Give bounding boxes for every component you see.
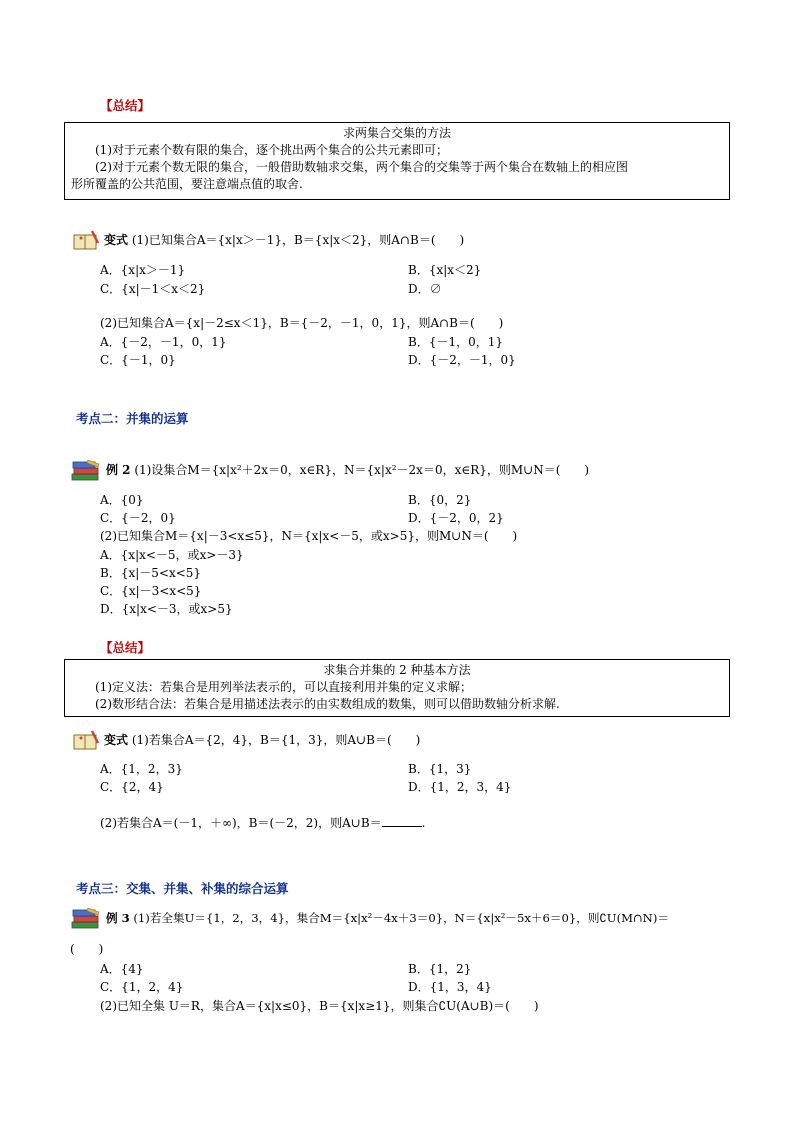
summary-box-1 (64, 122, 730, 200)
option: B．{1，3} (408, 762, 472, 776)
option: B．{1，2} (408, 962, 472, 976)
example-label: 例 3 (106, 911, 130, 925)
option: D．{1，2，3，4} (408, 780, 512, 794)
option: C．{2，4} (100, 780, 164, 794)
question-text: (1)若全集U＝{1，2，3，4}，集合M＝{x|x²－4x＋3＝0}，N＝{x|x²－5x＋6＝0}，则∁U(M∩N)＝ (133, 911, 669, 925)
example-question (106, 910, 669, 927)
option: B．{x|－5<x<5} (100, 566, 202, 580)
book-stack-icon (70, 906, 102, 930)
example-label: 例 2 (106, 463, 131, 477)
question-suffix: . (421, 816, 426, 830)
book-stack-icon (70, 458, 102, 482)
notebook-pencil-icon (72, 729, 102, 751)
option: D．{－2，－1，0} (408, 353, 516, 367)
option: C．{x|－3<x<5} (100, 584, 202, 598)
summary-line: (1)对于元素个数有限的集合，逐个挑出两个集合的公共元素即可； (95, 143, 449, 157)
option: B．{－1，0，1} (408, 335, 503, 349)
option: A．{x|x<－5，或x>－3} (100, 548, 244, 562)
section-title-3: 考点三：交集、并集、补集的综合运算 (76, 881, 289, 896)
section-title-2: 考点二：并集的运算 (76, 411, 189, 426)
option: C．{－1，0} (100, 353, 176, 367)
question-text: (2)已知集合M＝{x|－3<x≤5}，N＝{x|x<－5，或x>5}，则M∪N＝( ) (100, 529, 518, 543)
option: D．{－2，0，2} (408, 511, 504, 525)
question-continuation: ( ) (70, 942, 104, 956)
summary-heading-1: 【总结】 (100, 98, 151, 113)
option: C．{x|－1＜x＜2} (100, 282, 206, 296)
option: A．{4} (100, 962, 144, 976)
option: B．{0，2} (408, 493, 472, 507)
summary-title-1: 求两集合交集的方法 (342, 126, 451, 140)
question-text: (1)已知集合A＝{x|x＞－1}，B＝{x|x＜2}，则A∩B＝( ) (131, 233, 465, 247)
notebook-pencil-icon (72, 229, 102, 251)
option: B．{x|x＜2} (408, 263, 482, 277)
question-text: (2)已知全集 U＝R，集合A＝{x|x≤0}，B＝{x|x≥1}，则集合∁U(A∪B)＝( ) (100, 999, 539, 1013)
answer-blank[interactable] (382, 814, 422, 827)
question-text: (1)设集合M＝{x|x²＋2x＝0，x∈R}，N＝{x|x²－2x＝0，x∈R}，则M∪N＝( ) (134, 463, 590, 477)
question-text: (2)已知集合A＝{x|－2≤x＜1}，B＝{－2，－1，0，1}，则A∩B＝( ) (100, 316, 504, 330)
variant-question (104, 232, 464, 249)
summary-title-2: 求集合并集的 2 种基本方法 (323, 663, 471, 677)
option: A．{0} (100, 493, 144, 507)
question-text: (1)若集合A＝{2，4}，B＝{1，3}，则A∪B＝( ) (131, 733, 421, 747)
summary-line: (2)对于元素个数无限的集合，一般借助数轴求交集，两个集合的交集等于两个集合在数轴上的相应图 (95, 160, 629, 174)
example-question (106, 462, 589, 479)
summary-line: 形所覆盖的公共范围，要注意端点值的取舍. (71, 177, 303, 191)
variant-question (104, 732, 420, 749)
option: C．{－2，0} (100, 511, 176, 525)
option: C．{1，2，4} (100, 980, 184, 994)
summary-heading-2: 【总结】 (100, 640, 151, 655)
option: A．{－2，－1，0，1} (100, 335, 227, 349)
summary-box-2 (64, 659, 730, 717)
question-text: (2)若集合A＝(－1，＋∞)，B＝(－2，2)，则A∪B＝ (100, 816, 382, 830)
option: D．{1，3，4} (408, 980, 492, 994)
summary-line: (1)定义法：若集合是用列举法表示的，可以直接利用并集的定义求解； (95, 680, 473, 694)
option: D．{x|x<－3，或x>5} (100, 602, 233, 616)
variant-label: 变式 (104, 233, 129, 247)
option: A．{x|x＞－1} (100, 263, 186, 277)
fill-question (100, 814, 425, 832)
option: A．{1，2，3} (100, 762, 183, 776)
variant-label: 变式 (104, 733, 129, 747)
option: D．∅ (408, 282, 442, 296)
summary-line: (2)数形结合法：若集合是用描述法表示的由实数组成的数集，则可以借助数轴分析求解. (95, 697, 560, 711)
